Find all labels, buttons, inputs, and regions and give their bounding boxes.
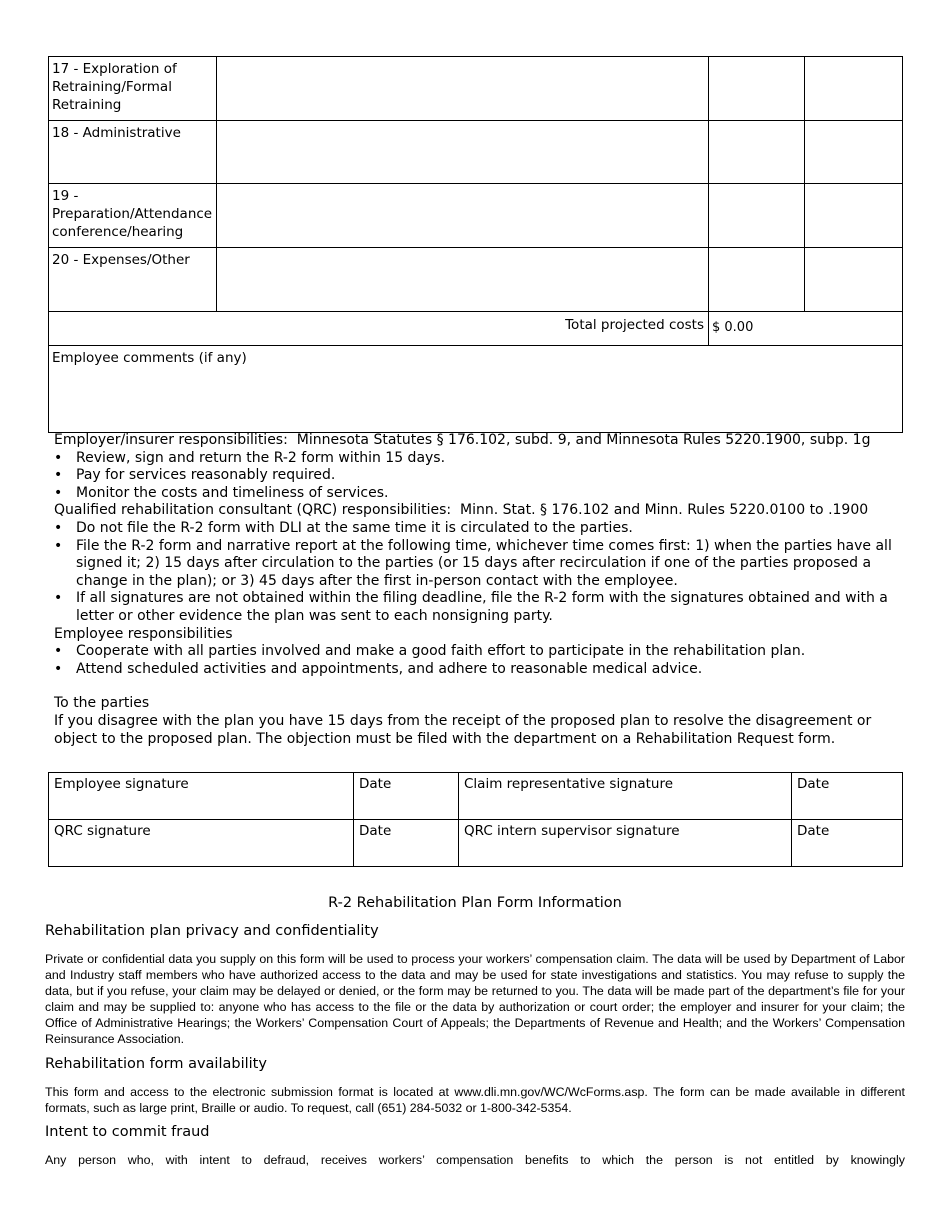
amount-cell[interactable] bbox=[709, 248, 805, 312]
list-item: • Cooperate with all parties involved and make a good faith effort to participate in the rehabilitation plan. bbox=[54, 643, 914, 661]
row-label-19: 19 - Preparation/Attendance conference/hearing bbox=[49, 184, 217, 248]
qrc-intern-supervisor-signature-field[interactable] bbox=[459, 820, 792, 867]
list-item: • Monitor the costs and timeliness of services. bbox=[54, 485, 914, 503]
employer-list bbox=[54, 450, 914, 503]
fraud-text: Any person who, with intent to defraud, receives workers’ compensation benefits to which the person is not entitled by knowingly bbox=[45, 1153, 905, 1167]
table-row bbox=[49, 773, 903, 820]
total-projected-costs-label: Total projected costs bbox=[49, 312, 709, 346]
table-row bbox=[49, 57, 903, 121]
claim-rep-signature-field[interactable] bbox=[459, 773, 792, 820]
description-cell[interactable] bbox=[217, 184, 709, 248]
date-field[interactable] bbox=[354, 820, 459, 867]
parties-text: If you disagree with the plan you have 15 days from the receipt of the proposed plan to resolve the disagreement or object to the proposed plan. The objection must be filed with the department on a Rehabilitation Request form. bbox=[54, 712, 872, 747]
row-label-20: 20 - Expenses/Other bbox=[49, 248, 217, 312]
availability-heading: Rehabilitation form availability bbox=[45, 1056, 267, 1072]
spacer bbox=[54, 678, 914, 695]
qrc-citation: Minn. Stat. § 176.102 and Minn. Rules 5220.0100 to .1900 bbox=[460, 502, 869, 519]
description-cell[interactable] bbox=[217, 248, 709, 312]
projected-costs-table bbox=[48, 56, 903, 433]
qrc-heading-line bbox=[54, 502, 914, 520]
qrc-signature-label: QRC signature bbox=[54, 823, 151, 839]
table-row bbox=[49, 121, 903, 184]
list-item: • Pay for services reasonably required. bbox=[54, 467, 914, 485]
fraud-heading: Intent to commit fraud bbox=[45, 1124, 210, 1140]
date-label: Date bbox=[359, 823, 392, 839]
row-label-17: 17 - Exploration of Retraining/Formal Retraining bbox=[49, 57, 217, 121]
total-projected-costs-value: $ 0.00 bbox=[709, 312, 903, 346]
list-item: • Attend scheduled activities and appointments, and adhere to reasonable medical advice. bbox=[54, 661, 914, 679]
availability-text: This form and access to the electronic submission format is located at www.dli.mn.gov/WC/WcForms.asp. The form can be made available in different formats, such as large print, Braille or audio. To request, call (651) 284-5032 or 1-800-342-5354. bbox=[45, 1085, 905, 1115]
parties-heading: To the parties bbox=[54, 695, 150, 712]
date-label: Date bbox=[359, 776, 392, 792]
comments-row bbox=[49, 346, 903, 433]
responsibilities-section bbox=[54, 432, 914, 748]
employee-signature-field[interactable] bbox=[49, 773, 354, 820]
row-label-18: 18 - Administrative bbox=[49, 121, 217, 184]
employer-citation: Minnesota Statutes § 176.102, subd. 9, and Minnesota Rules 5220.1900, subp. 1g bbox=[296, 432, 871, 448]
description-cell[interactable] bbox=[217, 57, 709, 121]
description-cell[interactable] bbox=[217, 121, 709, 184]
date-field[interactable] bbox=[792, 820, 903, 867]
employer-heading-line bbox=[54, 432, 914, 450]
claim-rep-signature-label: Claim representative signature bbox=[464, 776, 674, 792]
signature-table bbox=[48, 772, 903, 867]
employee-comments-label: Employee comments (if any) bbox=[52, 350, 247, 366]
privacy-heading: Rehabilitation plan privacy and confidentiality bbox=[45, 923, 379, 939]
info-title: R-2 Rehabilitation Plan Form Information bbox=[328, 895, 622, 911]
employee-comments-field[interactable] bbox=[49, 346, 903, 433]
list-item: • Do not file the R-2 form with DLI at the same time it is circulated to the parties. bbox=[54, 520, 914, 538]
privacy-text: Private or confidential data you supply on this form will be used to process your workers’ compensation claim. The data will be used by Department of Labor and Industry staff members who have authorized access to the data and may be used for state investigations and statistics. You may refuse to supply the data, but if you refuse, your claim may be delayed or denied, or the form may be returned to you. The data will be made part of the department’s file for your claim and may be supplied to: anyone who has access to the file or the data by authorization or court order; the employer and insurer for your claim; the Office of Administrative Hearings; the Workers’ Compensation Court of Appeals; the Departments of Revenue and Health; and the Workers’ Compensation Reinsurance Association. bbox=[45, 952, 905, 1046]
employee-signature-label: Employee signature bbox=[54, 776, 189, 792]
total-row bbox=[49, 312, 903, 346]
amount-cell[interactable] bbox=[709, 57, 805, 121]
qrc-heading: Qualified rehabilitation consultant (QRC) responsibilities: bbox=[54, 502, 452, 519]
list-item: • File the R-2 form and narrative report at the following time, whichever time comes first: 1) when the parties have all signed it; 2) 15 days after circulation to the parties (or 15 days after recirculation if one of the parties proposed a change in the plan); or 3) 45 days after the first in-person contact with the employee. bbox=[54, 538, 914, 591]
list-item: • Review, sign and return the R-2 form within 15 days. bbox=[54, 450, 914, 468]
list-item: • If all signatures are not obtained within the filing deadline, file the R-2 form with the signatures obtained and with a letter or other evidence the plan was sent to each nonsigning party. bbox=[54, 590, 914, 625]
amount-cell[interactable] bbox=[805, 248, 903, 312]
date-label: Date bbox=[797, 823, 830, 839]
amount-cell[interactable] bbox=[805, 57, 903, 121]
table-row bbox=[49, 820, 903, 867]
qrc-signature-field[interactable] bbox=[49, 820, 354, 867]
table-row bbox=[49, 248, 903, 312]
date-field[interactable] bbox=[354, 773, 459, 820]
amount-cell[interactable] bbox=[709, 121, 805, 184]
date-label: Date bbox=[797, 776, 830, 792]
employee-list bbox=[54, 643, 914, 678]
employer-heading: Employer/insurer responsibilities: bbox=[54, 432, 288, 448]
amount-cell[interactable] bbox=[805, 121, 903, 184]
amount-cell[interactable] bbox=[709, 184, 805, 248]
date-field[interactable] bbox=[792, 773, 903, 820]
amount-cell[interactable] bbox=[805, 184, 903, 248]
employee-heading: Employee responsibilities bbox=[54, 625, 233, 642]
table-row bbox=[49, 184, 903, 248]
qrc-intern-supervisor-signature-label: QRC intern supervisor signature bbox=[464, 823, 680, 839]
qrc-list bbox=[54, 520, 914, 626]
